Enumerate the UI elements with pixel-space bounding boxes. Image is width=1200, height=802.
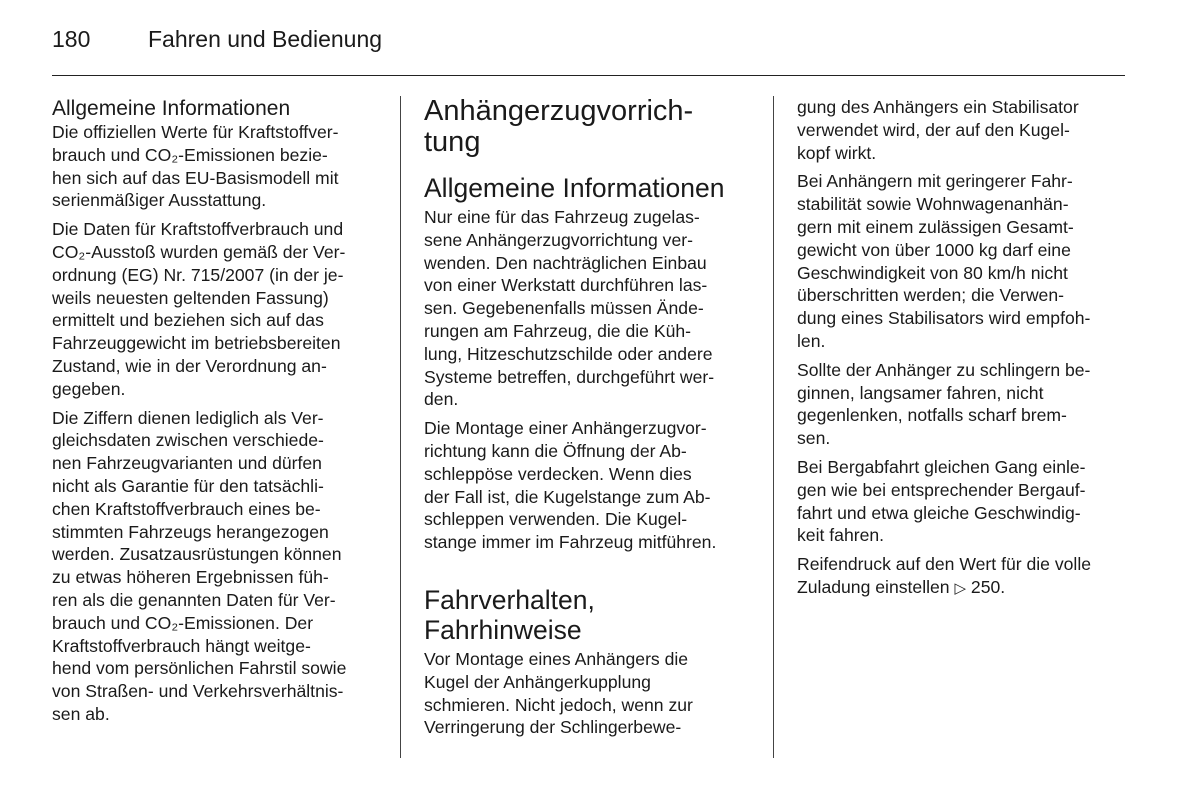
text-line: stabilität sowie Wohnwagenanhän- (797, 194, 1069, 215)
text-line: ren als die genannten Daten für Ver- (52, 589, 336, 610)
chapter-title-line: tung (424, 126, 481, 158)
text-line: lung, Hitzeschutzschilde oder andere (424, 343, 713, 364)
heading-line: Fahrverhalten, (424, 584, 595, 615)
text-line: gen wie bei entsprechender Bergauf- (797, 479, 1086, 500)
column-2 (424, 96, 754, 745)
paragraph (797, 553, 1127, 601)
paragraph (797, 359, 1127, 450)
text-line: weils neuesten geltenden Fassung) (52, 287, 329, 308)
text-line: Zuladung einstellen (797, 576, 950, 597)
text-line: serienmäßiger Ausstattung. (52, 190, 267, 211)
text-line: gleichsdaten zwischen verschiede- (52, 430, 324, 451)
text-line: zu etwas höheren Ergebnissen füh- (52, 567, 329, 588)
text-line: chen Kraftstoffverbrauch eines be- (52, 498, 321, 519)
header-divider (52, 75, 1125, 76)
text-line: keit fahren. (797, 525, 885, 546)
text-line: stange immer im Fahrzeug mitführen. (424, 532, 717, 553)
text-line: gung des Anhängers ein Stabilisator (797, 97, 1079, 117)
text-line: Zustand, wie in der Verordnung an- (52, 355, 327, 376)
text-line: Sollte der Anhänger zu schlingern be- (797, 359, 1091, 380)
text-line: schleppen verwenden. Die Kugel- (424, 509, 688, 530)
paragraph (424, 206, 754, 411)
text-line: stimmten Fahrzeugs herangezogen (52, 521, 329, 542)
text-line: Kraftstoffverbrauch hängt weitge- (52, 635, 311, 656)
section-heading: Allgemeine Informationen (52, 97, 291, 120)
text-line: ordnung (EG) Nr. 715/2007 (in der je- (52, 264, 344, 285)
paragraph (797, 96, 1127, 164)
chapter-title-line: Anhängerzugvorrich- (424, 95, 694, 127)
text-line: gegeben. (52, 378, 126, 399)
text-line: werden. Zusatzausrüstungen können (52, 544, 342, 565)
paragraph (797, 170, 1127, 352)
text-line: Bei Bergabfahrt gleichen Gang einle- (797, 456, 1086, 477)
paragraph (424, 417, 754, 554)
text-line: gern mit einem zulässigen Gesamt- (797, 216, 1074, 237)
text-line: brauch und CO₂-Emissionen. Der (52, 612, 314, 633)
paragraph (52, 218, 382, 400)
page-header (52, 26, 382, 53)
text-line: Die Montage einer Anhängerzugvor- (424, 418, 707, 439)
column-1 (52, 96, 382, 732)
text-line: der Fall ist, die Kugelstange zum Ab- (424, 486, 711, 507)
text-line: Geschwindigkeit von 80 km/h nicht (797, 262, 1068, 283)
text-line: Nur eine für das Fahrzeug zugelas- (424, 207, 700, 227)
page-reference-arrow-icon: ▷ (954, 579, 967, 597)
text-line: Reifendruck auf den Wert für die volle (797, 554, 1092, 575)
text-line: dung eines Stabilisators wird empfoh- (797, 308, 1091, 329)
text-line: Die Daten für Kraftstoffverbrauch und (52, 219, 344, 240)
text-line: Kugel der Anhängerkupplung (424, 671, 651, 692)
column-divider-1 (400, 96, 401, 758)
text-line: ginnen, langsamer fahren, nicht (797, 382, 1044, 403)
chapter-title (424, 96, 754, 158)
text-line: Bei Anhängern mit geringerer Fahr- (797, 171, 1073, 192)
section-heading: Allgemeine Informationen (424, 173, 725, 203)
text-line: verwendet wird, der auf den Kugel- (797, 119, 1070, 140)
text-line: Die offiziellen Werte für Kraftstoffver- (52, 122, 339, 142)
text-line: rungen am Fahrzeug, die die Küh- (424, 320, 691, 341)
heading-line: Fahrhinweise (424, 614, 582, 645)
text-line: richtung kann die Öffnung der Ab- (424, 440, 687, 461)
section-heading (424, 585, 754, 645)
paragraph (424, 648, 754, 739)
text-line: Fahrzeuggewicht im betriebsbereiten (52, 333, 341, 354)
page-number: 180 (52, 26, 91, 52)
text-line: kopf wirkt. (797, 142, 877, 163)
text-line: nicht als Garantie für den tatsächli- (52, 475, 324, 496)
text-line: sene Anhängerzugvorrichtung ver- (424, 229, 693, 250)
text-line: Die Ziffern dienen lediglich als Ver- (52, 407, 324, 428)
text-line: den. (424, 389, 459, 410)
paragraph (52, 121, 382, 212)
text-line: überschritten werden; die Verwen- (797, 285, 1064, 306)
text-line: gewicht von über 1000 kg darf eine (797, 239, 1071, 260)
text-line: fahrt und etwa gleiche Geschwindig- (797, 502, 1081, 523)
text-line: sen. Gegebenenfalls müssen Ände- (424, 298, 704, 319)
text-line: Verringerung der Schlingerbewe- (424, 717, 682, 738)
text-line: von Straßen- und Verkehrsverhältnis- (52, 681, 344, 702)
text-line: len. (797, 330, 826, 351)
text-line: brauch und CO₂-Emissionen bezie- (52, 144, 328, 165)
text-line: wenden. Den nachträglichen Einbau (424, 252, 707, 273)
text-line: sen. (797, 428, 831, 449)
text-line: ermittelt und beziehen sich auf das (52, 310, 324, 331)
column-divider-2 (773, 96, 774, 758)
text-line: hend vom persönlichen Fahrstil sowie (52, 658, 347, 679)
text-line: CO₂-Ausstoß wurden gemäß der Ver- (52, 241, 346, 262)
text-line: nen Fahrzeugvarianten und dürfen (52, 453, 322, 474)
text-line: Systeme betreffen, durchgeführt wer- (424, 366, 715, 387)
section-title: Fahren und Bedienung (148, 26, 383, 52)
text-line: gegenlenken, notfalls scharf brem- (797, 405, 1067, 426)
text-line: von einer Werkstatt durchführen las- (424, 275, 708, 296)
text-line: schleppöse verdecken. Wenn dies (424, 463, 692, 484)
paragraph (797, 456, 1127, 547)
text-line: Vor Montage eines Anhängers die (424, 648, 689, 669)
spacer (424, 560, 754, 585)
text-line: hen sich auf das EU-Basismodell mit (52, 167, 339, 188)
text-line: schmieren. Nicht jedoch, wenn zur (424, 694, 693, 715)
text-line: sen ab. (52, 703, 110, 724)
column-3 (797, 96, 1127, 607)
page-reference[interactable]: 250. (970, 576, 1006, 597)
paragraph (52, 407, 382, 726)
